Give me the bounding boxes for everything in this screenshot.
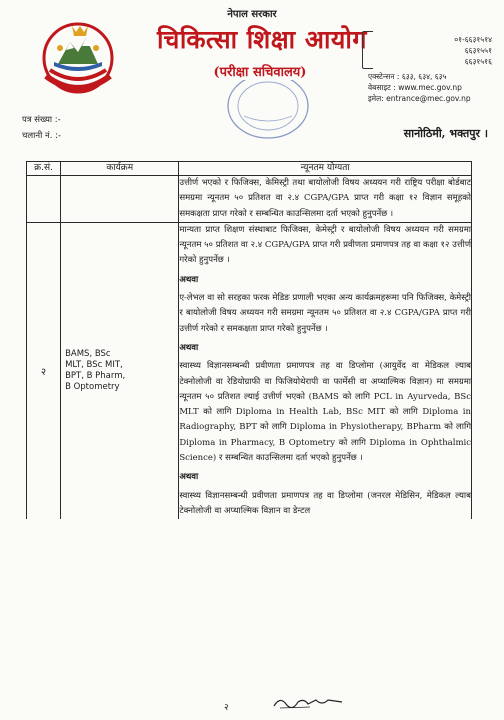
- table-row-continuation: [27, 176, 472, 223]
- extension-numbers: एक्स्टेन्सन : ६३३, ६३४, ६३५: [368, 72, 447, 81]
- government-name: नेपाल सरकार: [227, 9, 277, 20]
- program-line: MLT, BSc MIT,: [65, 360, 123, 371]
- qualification-text: उत्तीर्ण भएको र फिजिक्स, केमिस्ट्री तथा बायोलोजी विषय अध्ययन गरी राष्ट्रिय परीक्षा बोर्डबाट समग्रमा न्यूनतम ५० प्रतिशत वा २.४ CGPA/GPA प्राप्त गरी कक्षा १२ विज्ञान समूहको समकक्षता प्राप्त गरेको र सम्बन्धित काउन्सिलमा दर्ता भएको हुनुपर्नेछ ।: [179, 178, 471, 219]
- serial-cell-empty: [27, 176, 61, 223]
- program-line: BAMS, BSc: [65, 349, 111, 360]
- page-number: २: [224, 703, 229, 713]
- qualification-text: मान्यता प्राप्त शिक्षण संस्थाबाट फिजिक्स, केमेस्ट्री र बायोलोजी विषय अध्ययन गरी समग्रमा न्यूनतम ५० प्रतिशत वा २.४ CGPA/GPA प्राप्त गरी प्रवीणता प्रमाणपत्र तह वा कक्षा १२ उत्तीर्ण गरेको हुनुपर्नेछ ।: [179, 224, 471, 266]
- or-separator: अथवा: [179, 342, 199, 353]
- program-cell-empty: [61, 176, 179, 223]
- phone-list: [368, 34, 500, 67]
- website-link[interactable]: वेबसाइट : www.mec.gov.np: [368, 83, 462, 92]
- header-minimum-qualification: न्यूनतम योग्यता: [179, 162, 472, 176]
- qualification-text: स्वास्थ्य विज्ञानसम्बन्धी प्रवीणता प्रमाणपत्र तह वा डिप्लोमा (आयुर्वेद वा मेडिकल ल्याब टेक्नोलोजी वा रेडियोग्राफी वा फिजियोथेरापी वा फार्मेसी वा अप्थाल्मिक विज्ञान) मा समग्रमा न्यूनतम ५० प्रतिशत ल्याई उत्तीर्ण भएको (BAMS को लागि PCL in Ayurveda, BSc MLT को लागि Diploma in Health Lab, BSc MIT को लागि Diploma in Radiography, BPT को लागि Diploma in Physiotherapy, BPharm को लागि Diploma in Pharmacy, B Optometry को लागि Diploma in Ophthalmic Science) र सम्बन्धित काउन्सिलमा दर्ता भएको हुनुपर्नेछ ।: [179, 361, 471, 464]
- program-cell: [61, 222, 179, 519]
- phone-number: ६६३१५५१: [464, 46, 492, 55]
- eligibility-table: [26, 161, 472, 519]
- qualification-cell: [179, 222, 472, 519]
- dispatch-number-label: चलानी नं. :-: [22, 131, 62, 141]
- program-line: BPT, B Pharm,: [65, 371, 126, 382]
- qualification-text: स्वास्थ्य विज्ञानसम्बन्धी प्रवीणता प्रमाणपत्र तह वा डिप्लोमा (जनरल मेडिसिन, मेडिकल ल्याब टेक्नोलोजी वा अप्थाल्मिक विज्ञान वा डेन्टल: [179, 490, 471, 516]
- secretariat-name: (परीक्षा सचिवालय): [213, 65, 307, 80]
- qualification-text: ए-लेभल वा सो सरहका फरक मेडिङ प्रणाली भएका अन्य कार्यक्रमहरूमा पनि फिजिक्स, केमेस्ट्री र बायोलोजी विषय अध्ययन गरी समग्रमा न्यूनतम ५० प्रतिशत वा २.४ CGPA/GPA प्राप्त गरी उत्तीर्ण गरेको र समकक्षता प्राप्त गरेको हुनुपर्नेछ ।: [179, 293, 471, 334]
- serial-cell: २: [27, 222, 61, 519]
- program-line: B Optometry: [65, 382, 120, 393]
- phone-number: ६६३१५१६: [464, 57, 492, 66]
- qualification-cell: [179, 176, 472, 223]
- header-serial: क्र.सं.: [27, 162, 61, 176]
- phone-number: ०१-६६३१५१४: [454, 35, 492, 44]
- header-program: कार्यक्रम: [61, 162, 179, 176]
- office-location: सानोठिमी, भक्तपुर ।: [403, 127, 488, 140]
- organization-name: चिकित्सा शिक्षा आयोग: [157, 25, 367, 54]
- office-seal-icon: [218, 80, 318, 140]
- letter-number-label: पत्र संख्या :-: [22, 115, 61, 125]
- or-separator: अथवा: [179, 472, 199, 483]
- nepal-emblem-icon: [36, 18, 120, 98]
- contact-block: [368, 34, 500, 104]
- table-row: [27, 222, 472, 519]
- email-address[interactable]: इमेल: entrance@mec.gov.np: [368, 94, 471, 103]
- signature-icon: [270, 692, 350, 712]
- table-header-row: [27, 162, 472, 176]
- or-separator: अथवा: [179, 274, 199, 285]
